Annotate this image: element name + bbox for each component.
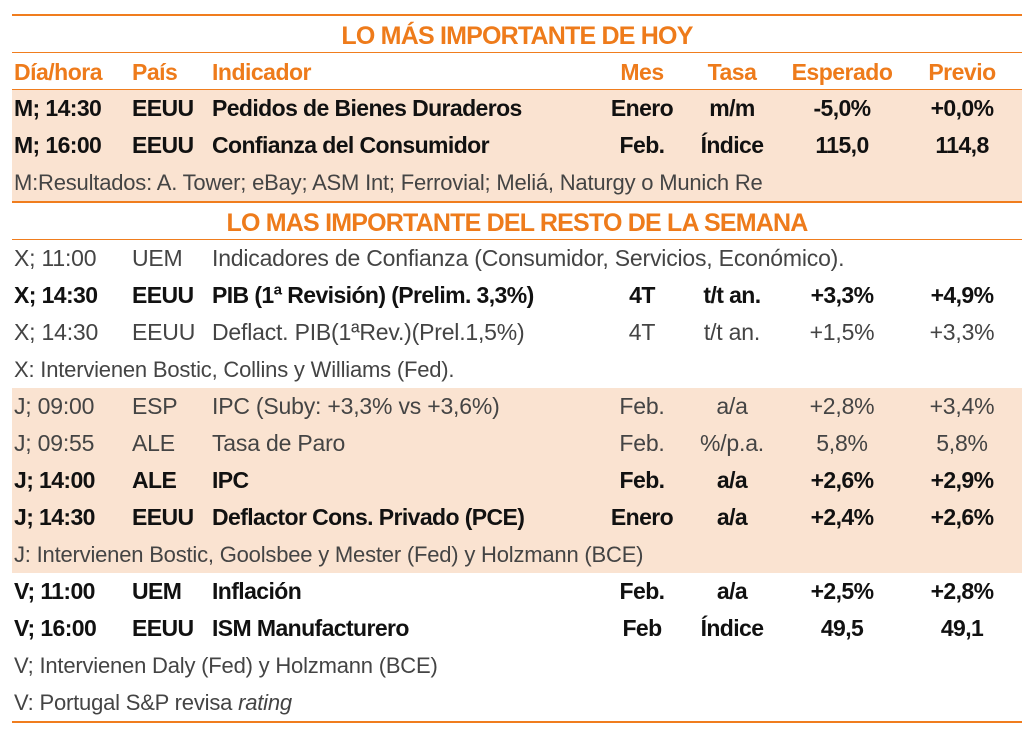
table-row: J; 09:00 ESP IPC (Suby: +3,3% vs +3,6%) Feb. a/a +2,8% +3,4% <box>14 393 995 419</box>
table-row: X; 14:30 EEUU PIB (1ª Revisión) (Prelim. 3,3%) 4T t/t an. +3,3% +4,9% <box>14 282 994 308</box>
note-row: J: Intervienen Bostic, Goolsbee y Mester (Fed) y Holzmann (BCE) <box>14 542 644 567</box>
bottom-rule <box>12 721 1022 723</box>
friday-block <box>12 573 1022 721</box>
table-row: M; 14:30 EEUU Pedidos de Bienes Duraderos Enero m/m -5,0% +0,0% <box>14 95 994 121</box>
header-dia-hora: Día/hora <box>14 59 103 85</box>
table-row: M; 16:00 EEUU Confianza del Consumidor Feb. Índice 115,0 114,8 <box>14 132 989 158</box>
note-row: M:Resultados: A. Tower; eBay; ASM Int; Ferrovial; Meliá, Naturgy o Munich Re <box>14 170 763 195</box>
note-italic: rating <box>238 690 292 715</box>
header-esperado: Esperado <box>791 59 893 85</box>
thursday-block <box>12 388 1022 573</box>
header-indicador: Indicador <box>212 59 312 85</box>
note-prefix: V: Portugal S&P revisa <box>14 690 239 715</box>
header-pais: País <box>132 59 178 85</box>
table-row: J; 14:00 ALE IPC Feb. a/a +2,6% +2,9% <box>14 467 994 493</box>
table-row: V; 11:00 UEM Inflación Feb. a/a +2,5% +2,8% <box>14 578 994 604</box>
note-row: X: Intervienen Bostic, Collins y Williams (Fed). <box>14 357 455 382</box>
section-title-today: LO MÁS IMPORTANTE DE HOY <box>341 22 693 50</box>
today-block <box>12 90 1022 201</box>
table-row: X; 14:30 EEUU Deflact. PIB(1ªRev.)(Prel.1,5%) 4T t/t an. +1,5% +3,3% <box>14 319 995 345</box>
calendar-table <box>12 0 1022 723</box>
header-row <box>12 53 1022 89</box>
wednesday-block <box>12 240 1022 388</box>
table-row: J; 09:55 ALE Tasa de Paro Feb. %/p.a. 5,8% 5,8% <box>14 430 988 456</box>
note-row: V; Intervienen Daly (Fed) y Holzmann (BCE) <box>14 653 438 678</box>
table-row: X; 11:00 UEM Indicadores de Confianza (Consumidor, Servicios, Económico). <box>14 245 845 271</box>
table-row: V; 16:00 EEUU ISM Manufacturero Feb Índice 49,5 49,1 <box>14 615 984 641</box>
header-previo: Previo <box>928 59 996 85</box>
header-mes: Mes <box>620 59 664 85</box>
header-tasa: Tasa <box>707 59 757 85</box>
note-row <box>12 684 1022 721</box>
section-title-week: LO MAS IMPORTANTE DEL RESTO DE LA SEMANA <box>226 209 808 237</box>
table-row: J; 14:30 EEUU Deflactor Cons. Privado (PCE) Enero a/a +2,4% +2,6% <box>14 504 994 530</box>
